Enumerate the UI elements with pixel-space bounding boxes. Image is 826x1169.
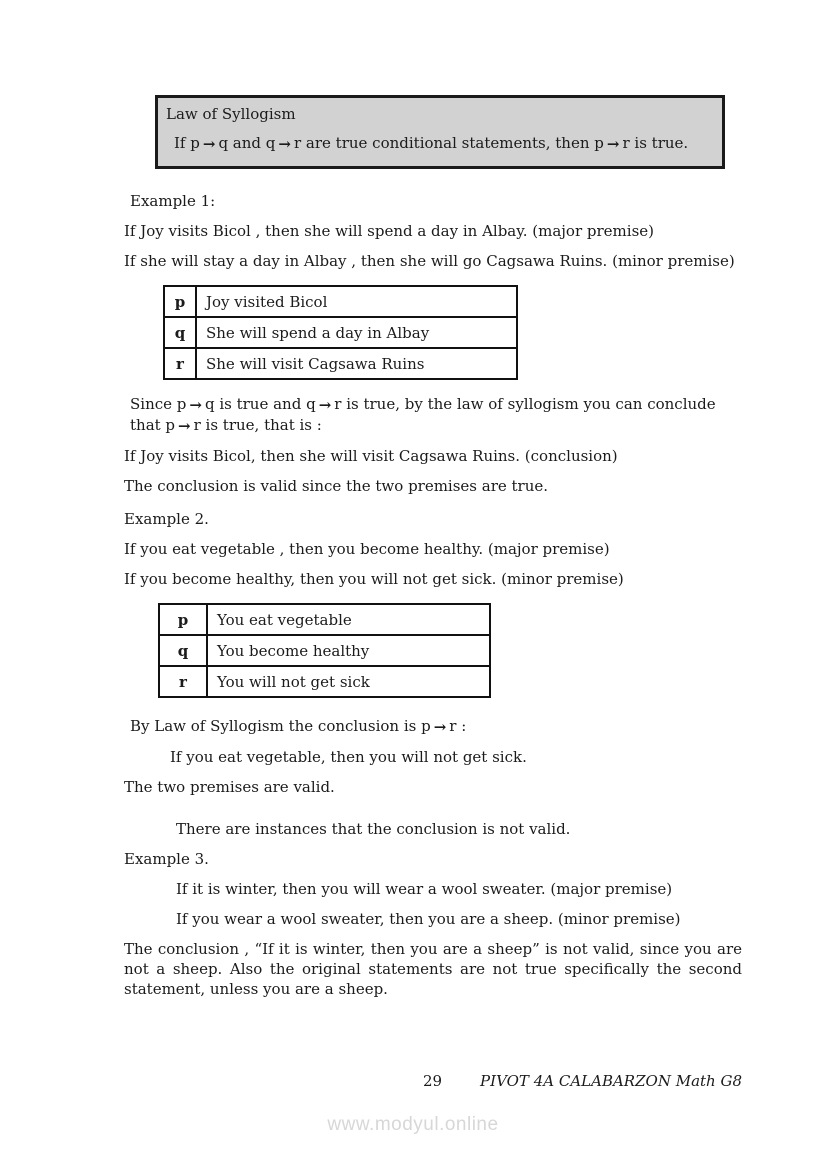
statement-cell: You will not get sick [207, 666, 490, 697]
example1-conclusion: If Joy visits Bicol, then she will visit Cagsawa Ruins. (conclusion) [124, 447, 618, 465]
rule-text: r are true conditional statements, then p [293, 134, 604, 152]
statement-cell: She will visit Cagsawa Ruins [196, 348, 517, 379]
rule-text: r is true. [622, 134, 689, 152]
example1-major-premise: If Joy visits Bicol , then she will spend a day in Albay. (major premise) [124, 222, 655, 240]
watermark: www.modyul.online [327, 1114, 499, 1135]
example3-minor-premise: If you wear a wool sweater, then you are a sheep. (minor premise) [176, 910, 681, 928]
right-arrow-icon: → [318, 396, 332, 414]
example1-truth-table [163, 285, 518, 380]
example2-conclusion: If you eat vegetable, then you will not get sick. [170, 748, 527, 766]
table-row [164, 348, 517, 379]
example2-major-premise: If you eat vegetable , then you become healthy. (major premise) [124, 540, 610, 558]
page-content [124, 0, 742, 999]
example3-major-premise: If it is winter, then you will wear a wool sweater. (major premise) [176, 880, 673, 898]
example1-validity: The conclusion is valid since the two premises are true. [124, 477, 549, 495]
example2-minor-premise: If you become healthy, then you will not get sick. (minor premise) [124, 570, 624, 588]
since-text: q is true and q [204, 395, 316, 413]
rule-text: If p [174, 134, 200, 152]
example1-minor-premise: If she will stay a day in Albay , then she will go Cagsawa Ruins. (minor premise) [124, 252, 735, 270]
law-box-title: Law of Syllogism [166, 105, 296, 123]
law-box-rule [174, 133, 712, 154]
book-title: PIVOT 4A CALABARZON Math G8 [480, 1072, 742, 1090]
since-text: r is true, by the law of syllogism you can conclude that p [130, 395, 716, 434]
statement-cell: She will spend a day in Albay [196, 317, 517, 348]
table-row [159, 635, 490, 666]
symbol-cell: q [159, 635, 207, 666]
page-number: 29 [423, 1072, 443, 1090]
rule-text: q and q [218, 134, 276, 152]
since-text: Since p [130, 395, 187, 413]
since-text: r is true, that is : [193, 416, 322, 434]
right-arrow-icon: → [178, 417, 191, 435]
by-law-text: By Law of Syllogism the conclusion is p [130, 717, 431, 735]
right-arrow-icon: → [202, 135, 216, 153]
symbol-cell: r [159, 666, 207, 697]
example1-heading: Example 1: [130, 192, 216, 210]
right-arrow-icon: → [433, 718, 447, 736]
example2-validity: The two premises are valid. [124, 778, 335, 796]
example2-note: There are instances that the conclusion is not valid. [176, 820, 571, 838]
table-row [164, 317, 517, 348]
table-row [159, 604, 490, 635]
example2-truth-table [158, 603, 491, 698]
table-row [159, 666, 490, 697]
example2-heading: Example 2. [124, 510, 209, 528]
example3-heading: Example 3. [124, 850, 209, 868]
law-of-syllogism-box [155, 95, 725, 169]
statement-cell: You eat vegetable [207, 604, 490, 635]
symbol-cell: p [159, 604, 207, 635]
right-arrow-icon: → [606, 135, 620, 153]
right-arrow-icon: → [189, 396, 202, 414]
example1-since-paragraph [130, 394, 742, 436]
symbol-cell: p [164, 286, 196, 317]
example3-discussion: The conclusion , “If it is winter, then you are a sheep” is not valid, since you are not a sheep. Also the original statements are not true specifically the second statement, unless you are a sheep. [124, 940, 742, 998]
statement-cell: Joy visited Bicol [196, 286, 517, 317]
statement-cell: You become healthy [207, 635, 490, 666]
symbol-cell: q [164, 317, 196, 348]
right-arrow-icon: → [278, 135, 291, 153]
table-row [164, 286, 517, 317]
example2-by-law-line [130, 716, 742, 737]
symbol-cell: r [164, 348, 196, 379]
by-law-text: r : [449, 717, 467, 735]
